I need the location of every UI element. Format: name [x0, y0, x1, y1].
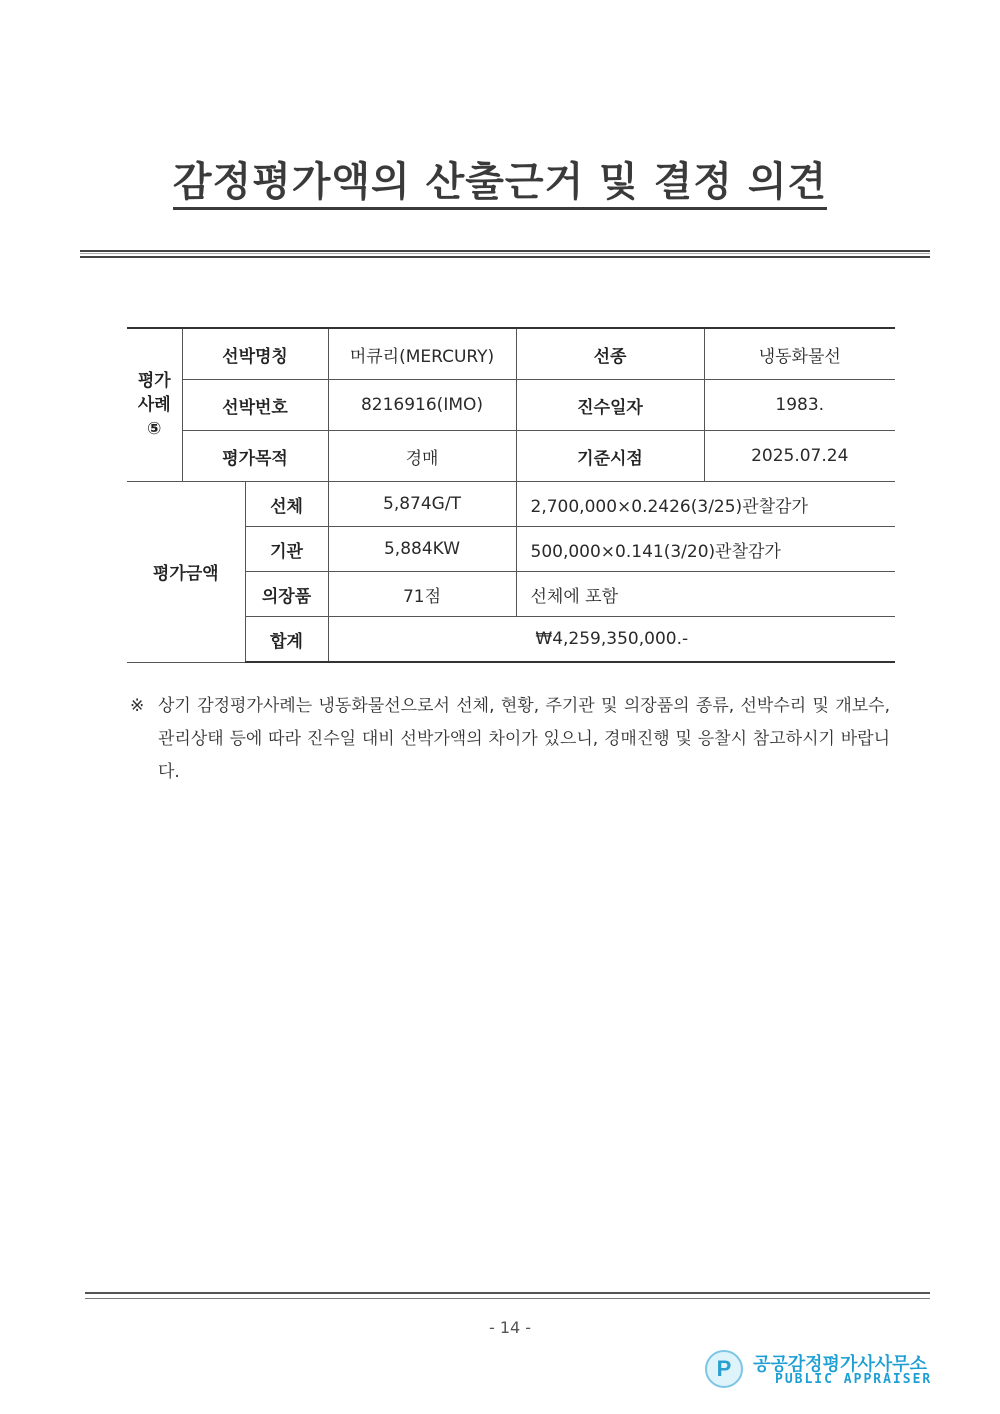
base-date-label: 기준시점 [516, 431, 704, 482]
case-info-table [127, 327, 895, 482]
launch-date-label: 진수일자 [516, 380, 704, 431]
logo-english: PUBLIC APPRAISER [775, 1372, 933, 1387]
total-value: ₩4,259,350,000.- [328, 617, 895, 663]
launch-date-value: 1983. [704, 380, 895, 431]
table-row [127, 482, 895, 527]
equipment-qty: 71점 [328, 572, 516, 617]
purpose-label: 평가목적 [182, 431, 328, 482]
hull-label: 선체 [245, 482, 328, 527]
note-text: 상기 감정평가사례는 냉동화물선으로서 선체, 현황, 주기관 및 의장품의 종류, 선박수리 및 개보수, 관리상태 등에 따라 진수일 대비 선박가액의 차이가 있으니, 경매진행 및 응찰시 참고하시기 바랍니다. [158, 696, 890, 782]
equipment-calc: 선체에 포함 [516, 572, 895, 617]
logo-korean: 공공감정평가사사무소 [753, 1354, 927, 1375]
table-row [127, 380, 895, 431]
hull-calc: 2,700,000×0.2426(3/25)관찰감가 [516, 482, 895, 527]
case-label-line1: 평가 [137, 371, 171, 391]
note-mark: ※ [130, 696, 145, 716]
engine-calc: 500,000×0.141(3/20)관찰감가 [516, 527, 895, 572]
page-title: 감정평가액의 산출근거 및 결정 의견 [0, 150, 1000, 207]
case-label-cell [127, 328, 182, 482]
amount-table [127, 481, 895, 663]
table-row [127, 328, 895, 380]
appraiser-logo [705, 1348, 935, 1392]
equipment-label: 의장품 [245, 572, 328, 617]
ship-name-value: 머큐리(MERCURY) [328, 328, 516, 380]
ship-type-value: 냉동화물선 [704, 328, 895, 380]
total-label: 합계 [245, 617, 328, 663]
ship-number-value: 8216916(IMO) [328, 380, 516, 431]
logo-p-icon: P [705, 1350, 743, 1388]
ship-number-label: 선박번호 [182, 380, 328, 431]
engine-label: 기관 [245, 527, 328, 572]
amount-label: 평가금액 [127, 482, 245, 663]
note [130, 690, 890, 789]
title-divider [80, 250, 930, 258]
base-date-value: 2025.07.24 [704, 431, 895, 482]
table-row [127, 431, 895, 482]
footer-divider [85, 1292, 930, 1299]
engine-qty: 5,884KW [328, 527, 516, 572]
hull-qty: 5,874G/T [328, 482, 516, 527]
ship-type-label: 선종 [516, 328, 704, 380]
page-number: - 14 - [488, 1318, 532, 1337]
case-label-line2: 사례 [137, 395, 171, 415]
case-label-line3: ⑤ [147, 419, 162, 439]
purpose-value: 경매 [328, 431, 516, 482]
ship-name-label: 선박명칭 [182, 328, 328, 380]
